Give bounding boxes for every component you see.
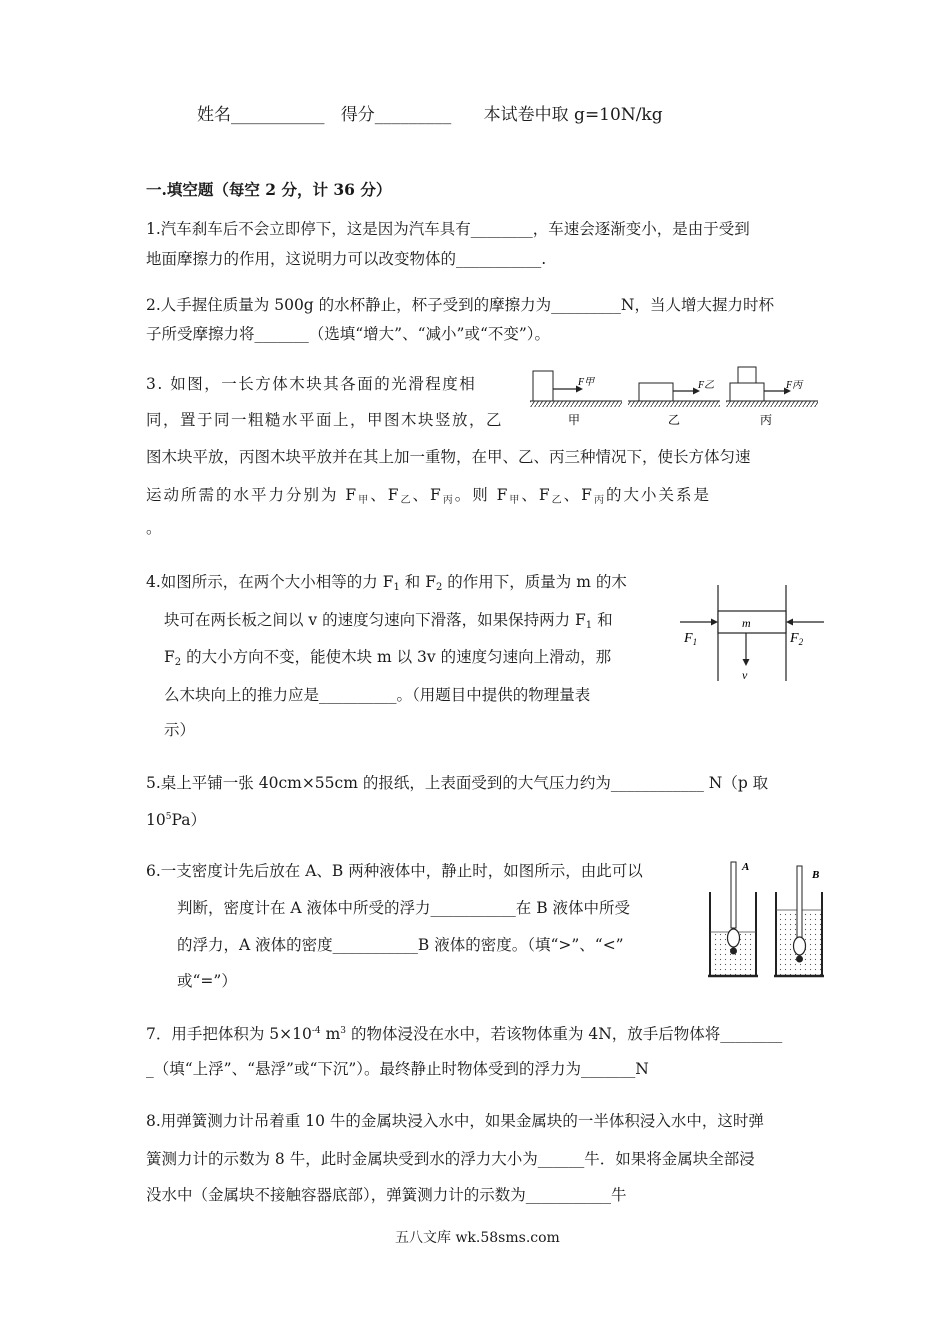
q8-line-2: 簧测力计的示数为 8 牛，此时金属块受到水的浮力大小为______牛．如果将金属块全部浸 [146, 1150, 755, 1168]
q3-line-2: 同，置于同一粗糙水平面上，甲图木块竖放，乙 [146, 411, 504, 429]
block-jia [533, 371, 553, 401]
q6-line-2: 判断，密度计在 A 液体中所受的浮力___________在 B 液体中所受 [177, 899, 631, 917]
q6-line-3: 的浮力，A 液体的密度___________B 液体的密度。（填“>”、“<” [177, 936, 624, 954]
label-b: B [812, 869, 820, 881]
header-line [197, 100, 663, 125]
q4-line-4: 么木块向上的推力应是__________。（用题目中提供的物理量表 [164, 686, 591, 704]
name-blank: ___________ [231, 105, 325, 125]
score-label: 得分 [340, 105, 375, 125]
q4-line-1: 4.如图所示，在两个大小相等的力 $F_1$ 和 $F_2$ 的作用下，质量为 m 的木 [146, 573, 627, 593]
label-a: A [742, 861, 750, 873]
weight-bing [738, 367, 756, 383]
name-label: 姓名 [197, 105, 231, 125]
label-bing: 丙 [760, 413, 773, 427]
q6-figure [704, 858, 828, 982]
label-f1: $F_1$ [684, 631, 698, 647]
q7-line-1: 7．用手把体积为 $5\times 10^{-4}$ $m^3$ 的物体浸没在水中，若该物体重为 4N，放手后物体将________ [146, 1025, 783, 1043]
label-f-bing: F丙 [786, 380, 803, 391]
hydrometer-a [728, 862, 740, 955]
q2-line-2: 子所受摩擦力将_______（选填“增大”、“减小”或“不变”）。 [146, 325, 551, 343]
ground-bing [726, 401, 818, 407]
label-v: v [742, 668, 748, 682]
block-yi [639, 383, 673, 401]
q1-line-1: 1.汽车刹车后不会立即停下，这是因为汽车具有________，车速会逐渐变小，是由于受到 [146, 220, 750, 238]
label-f-yi: F乙 [698, 380, 715, 391]
label-f2: $F_2$ [790, 631, 804, 647]
q1-line-2: 地面摩擦力的作用，这说明力可以改变物体的___________. [146, 250, 547, 268]
exam-note: 本试卷中取 g=10N/kg [483, 105, 663, 125]
q4-line-3: $F_2$ 的大小方向不变，能使木块 m 以 3v 的速度匀速向上滑动，那 [164, 648, 612, 668]
q5-line-1: 5.桌上平铺一张 40cm×55cm 的报纸，上表面受到的大气压力约为____________ N（p 取 [146, 774, 769, 792]
q4-figure [676, 583, 826, 683]
ground-jia [530, 401, 622, 407]
q6-line-1: 6.一支密度计先后放在 A、B 两种液体中，静止时，如图所示，由此可以 [146, 862, 643, 880]
q4-line-5: 示） [164, 721, 196, 739]
q3-line-4: 运动所需的水平力分别为 $F_甲$、$F_乙$、$F_丙$。则 $F_甲$、$F_乙$、$F_丙$的大小关系是 [146, 486, 711, 506]
q8-line-1: 8.用弹簧测力计吊着重 10 牛的金属块浸入水中，如果金属块的一半体积浸入水中，这时弹 [146, 1112, 764, 1130]
q7-line-2: _（填“上浮”、“悬浮”或“下沉”）。最终静止时物体受到的浮力为_______N [146, 1060, 649, 1078]
label-jia: 甲 [568, 413, 581, 427]
q3-line-1: 3. 如图，一长方体木块其各面的光滑程度相 [146, 375, 477, 393]
q3-figure [528, 363, 820, 431]
q3-line-5: 。 [146, 519, 162, 537]
label-m: m [742, 616, 751, 630]
label-f-jia: F甲 [578, 377, 595, 388]
q6-line-4: 或“=”） [177, 972, 237, 990]
q8-line-3: 没水中（金属块不接触容器底部），弹簧测力计的示数为___________牛 [146, 1186, 627, 1204]
q4-line-2: 块可在两长板之间以 v 的速度匀速向下滑落，如果保持两力 $F_1$ 和 [164, 611, 613, 631]
block-m [718, 611, 786, 633]
footer-watermark: 五八文库 wk.58sms.com [395, 1230, 560, 1246]
q3-line-3: 图木块平放，丙图木块平放并在其上加一重物，在甲、乙、丙三种情况下，使长方体匀速 [146, 448, 751, 466]
block-bing [730, 383, 764, 401]
label-yi: 乙 [668, 413, 681, 427]
section-title: 一.填空题（每空 2 分，计 36 分） [146, 180, 392, 199]
score-blank: _________ [374, 105, 452, 125]
q5-line-2: $10^5Pa$） [146, 811, 206, 829]
ground-yi [628, 401, 720, 407]
q2-line-1: 2.人手握住质量为 500g 的水杯静止，杯子受到的摩擦力为_________N，当人增大握力时杯 [146, 296, 774, 314]
